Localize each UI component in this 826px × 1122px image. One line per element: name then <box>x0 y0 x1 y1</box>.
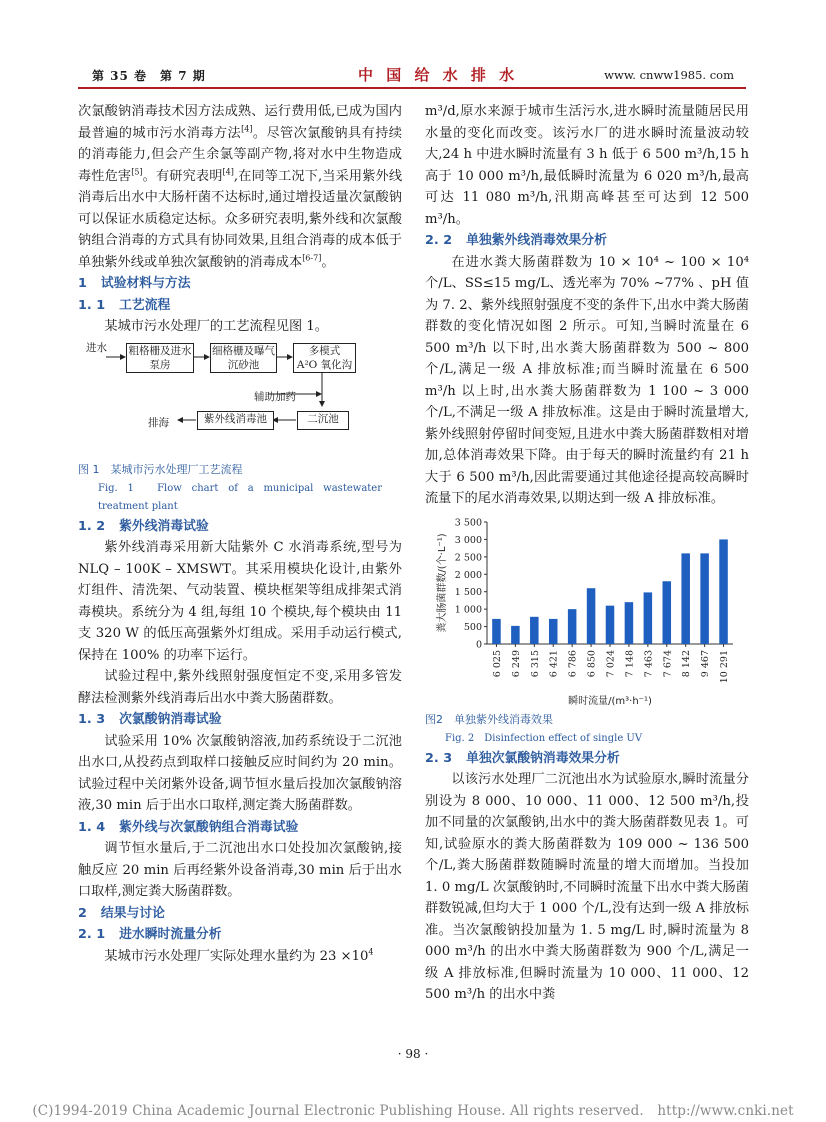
figure-2-caption: 图2 单独紫外线消毒效果 <box>425 712 553 726</box>
bar <box>606 605 615 643</box>
section-1-heading: 1 试验材料与方法 <box>78 276 191 291</box>
section-2-1-paragraph-start: 某城市污水处理厂实际处理水量约为 $23 \times 10^4$ <box>104 947 374 964</box>
x-tick-label: 7 024 <box>605 649 617 677</box>
bar <box>681 553 690 644</box>
bar <box>625 602 634 644</box>
section-2-1-paragraph-cont: m³/d,原水来源于城市生活污水,进水瞬时流量随居民用水量的变化而改变。该污水厂的进水瞬时流量波动较大,24 h 中进水瞬时流量有 3 h 低于 6 500 m³/h,15 h 高于 10 000 m³/h,最低瞬时流量为 6 020 m³/h,最高可达 11 080 m³/h,汛期高峰甚至可达到 12 500 m³/h。 <box>425 104 749 227</box>
header-divider <box>78 87 746 89</box>
section-2-1-heading: 2. 1 进水瞬时流量分析 <box>78 927 222 942</box>
section-2-2-paragraph: 在进水粪大肠菌群数为 10 × 10⁴ ~ 100 × 10⁴ 个/L、SS≤15 mg/L、透光率为 70% ~77% 、pH 值为 7. 2、紫外线照射强度不变的条件下,出水中粪大肠菌群数的变化情况如图 2 所示。可知,当瞬时流量在 6 500 m³/h 以下时,出水粪大肠菌群数为 500 ~ 800 个/L,满足一级 A 排放标准;而当瞬时流量在 6 500 m³/h 以上时,出水粪大肠菌群数为 1 100 ~ 3 000 个/L,不满足一级 A 排放标准。这是由于瞬时流量增大,紫外线照射停留时间变短,且进水中粪大肠菌群数相对增加,总体消毒效果下降。由于每天的瞬时流量约有 21 h 大于 6 500 m³/h,因此需要通过其他途径提高较高瞬时流量下的尾水消毒效果,以期达到一级 A 排放标准。 <box>425 254 749 506</box>
flow-box-fine-screen: 细格栅及曝气沉砂池 <box>212 344 275 371</box>
x-tick-label: 6 421 <box>548 649 560 677</box>
y-tick-label: 0 <box>475 639 482 650</box>
bar <box>587 588 596 644</box>
section-2-heading: 2 结果与讨论 <box>78 905 165 921</box>
figure-1-caption-en: Fig. 1 Flow chart of a municipal wastewater treatment plant <box>98 482 382 512</box>
figure-2-caption-en: Fig. 2 Disinfection effect of single UV <box>445 732 643 744</box>
x-tick-label: 6 249 <box>510 649 522 677</box>
x-tick-label: 10 291 <box>719 649 731 683</box>
y-tick-label: 1 000 <box>454 604 482 616</box>
process-flow-diagram <box>78 340 402 460</box>
bar <box>530 616 539 643</box>
right-column <box>425 101 749 1006</box>
copyright-footer: (C)1994-2019 China Academic Journal Electronic Publishing House. All rights reserved. http://www.cnki.net <box>32 1103 794 1119</box>
y-tick-label: 1 500 <box>454 586 482 598</box>
section-1-4-heading: 1. 4 紫外线与次氯酸钠组合消毒试验 <box>78 819 299 835</box>
bar <box>700 553 709 644</box>
x-tick-label: 9 467 <box>700 649 712 677</box>
x-tick-label: 7 463 <box>643 649 655 677</box>
flow-box-uv-tank: 紫外线消毒池 <box>197 411 274 430</box>
left-column <box>78 101 402 967</box>
section-2-2-heading: 2. 2 单独紫外线消毒效果分析 <box>425 233 607 248</box>
section-1-3-heading: 1. 3 次氯酸钠消毒试验 <box>78 712 222 727</box>
x-tick-label: 6 315 <box>529 649 541 677</box>
section-1-2-paragraph-1: 紫外线消毒采用新大陆紫外 C 水消毒系统,型号为 NLQ – 100K – XMSWT。其采用模块化设计,由紫外灯组件、清洗架、气动装置、模块框架等组成排架式消毒模块。系统分为 4 组,每组 10 个模块,每个模块由 11 支 320 W 的低压高强紫外灯组成。采用手动运行模式,保持在 100% 的功率下运行。 <box>78 540 402 663</box>
bar <box>568 609 577 644</box>
journal-website[interactable]: www. cnww1985. com <box>604 68 734 82</box>
x-tick-label: 7 674 <box>662 649 674 677</box>
bar <box>719 539 728 644</box>
y-axis-title: 粪大肠菌群数/(个·L⁻¹) <box>437 532 448 633</box>
section-2-3-paragraph: 以该污水处理厂二沉池出水为试验原水,瞬时流量分别设为 8 000、10 000、11 000、12 500 m³/h,投加不同量的次氯酸钠,出水中的粪大肠菌群数见表 1。可知,试验原水的粪大肠菌群数为 109 000 ~ 136 500 个/L,粪大肠菌群数随瞬时流量的增大而增加。当投加 1. 0 mg/L 次氯酸钠时,不同瞬时流量下出水中粪大肠菌群数锐减,但均大于 1 000 个/L,没有达到一级 A 排放标准。当次氯酸钠投加量为 1. 5 mg/L 时,瞬时流量为 8 000 m³/h 的出水中粪大肠菌群数为 900 个/L,满足一级 A 排放标准,但瞬时流量为 10 000、11 000、12 500 m³/h 的出水中粪 <box>425 772 749 1002</box>
flow-box-oxidation-ditch-line1: 多模式 <box>308 344 341 357</box>
bar <box>663 581 672 644</box>
page-number: · 98 · <box>397 1047 429 1061</box>
figure-2-chart <box>425 514 749 710</box>
bar <box>492 618 501 643</box>
uv-disinfection-bar-chart <box>425 514 749 710</box>
x-tick-label: 6 786 <box>567 649 579 677</box>
flow-box-oxidation-ditch-line2: A²O 氧化沟 <box>296 358 353 371</box>
x-tick-label: 6 850 <box>586 649 598 677</box>
flow-inflow-label: 进水 <box>86 341 107 354</box>
section-1-2-paragraph-2: 试验过程中,紫外线照射强度恒定不变,采用多管发酵法检测紫外线消毒后出水中粪大肠菌群数。 <box>78 669 402 706</box>
x-tick-label: 7 148 <box>624 649 636 677</box>
y-tick-label: 2 500 <box>454 551 482 563</box>
y-tick-label: 3 500 <box>454 517 482 528</box>
section-1-1-text: 某城市污水处理厂的工艺流程见图 1。 <box>104 319 328 334</box>
y-tick-label: 3 000 <box>454 534 482 546</box>
flow-box-secondary-clarifier: 二沉池 <box>297 411 349 430</box>
bar <box>644 592 653 644</box>
x-tick-label: 6 025 <box>491 649 503 677</box>
flow-outflow-label: 排海 <box>148 416 169 429</box>
section-1-3-paragraph: 试验采用 10% 次氯酸钠溶液,加药系统设于二沉池出水口,从投药点到取样口接触反应时间约为 20 min。试验过程中关闭紫外设备,调节恒水量后投加次氯酸钠溶液,30 min 后于出水口取样,测定粪大肠菌群数。 <box>78 733 402 813</box>
x-axis-title: 瞬时流量/(m³·h⁻¹) <box>568 695 652 707</box>
journal-title: 中 国 给 水 排 水 <box>358 66 519 84</box>
bar <box>511 625 520 643</box>
flow-box-coarse-screen: 粗格栅及进水泵房 <box>126 343 194 373</box>
section-1-4-paragraph: 调节恒水量后,于二沉池出水口处投加次氯酸钠,接触反应 20 min 后再经紫外设备消毒,30 min 后于出水口取样,测定粪大肠菌群数。 <box>78 841 402 899</box>
x-tick-label: 8 142 <box>681 649 693 677</box>
y-tick-label: 2 000 <box>454 569 482 581</box>
flow-box-oxidation-ditch <box>293 343 356 373</box>
intro-paragraph: 次氯酸钠消毒技术因方法成熟、运行费用低,已成为国内最普遍的城市污水消毒方法[4]。尽管次氯酸钠具有持续的消毒能力,但会产生余氯等副产物,将对水中生物造成毒性危害[5]。有研究表明[4],在同等工况下,当采用紫外线消毒后出水中大肠杆菌不达标时,通过增投适量次氯酸钠可以保证水质稳定达标。众多研究表明,紫外线和次氯酸钠组合消毒的方式具有协同效果,且组合消毒的成本低于单独紫外线或单独次氯酸钠的消毒成本[6-7]。 <box>78 104 403 270</box>
bar <box>549 618 558 643</box>
figure-1-caption: 图 1 某城市污水处理厂工艺流程 <box>78 462 243 476</box>
section-2-3-heading: 2. 3 单独次氯酸钠消毒效果分析 <box>425 750 620 766</box>
section-1-1-heading: 1. 1 工艺流程 <box>78 297 171 313</box>
flow-dosing-label: 辅助加药 <box>254 390 296 403</box>
section-1-2-heading: 1. 2 紫外线消毒试验 <box>78 518 209 534</box>
journal-issue: 第 35 卷 第 7 期 <box>92 69 206 83</box>
y-tick-label: 500 <box>463 621 482 633</box>
